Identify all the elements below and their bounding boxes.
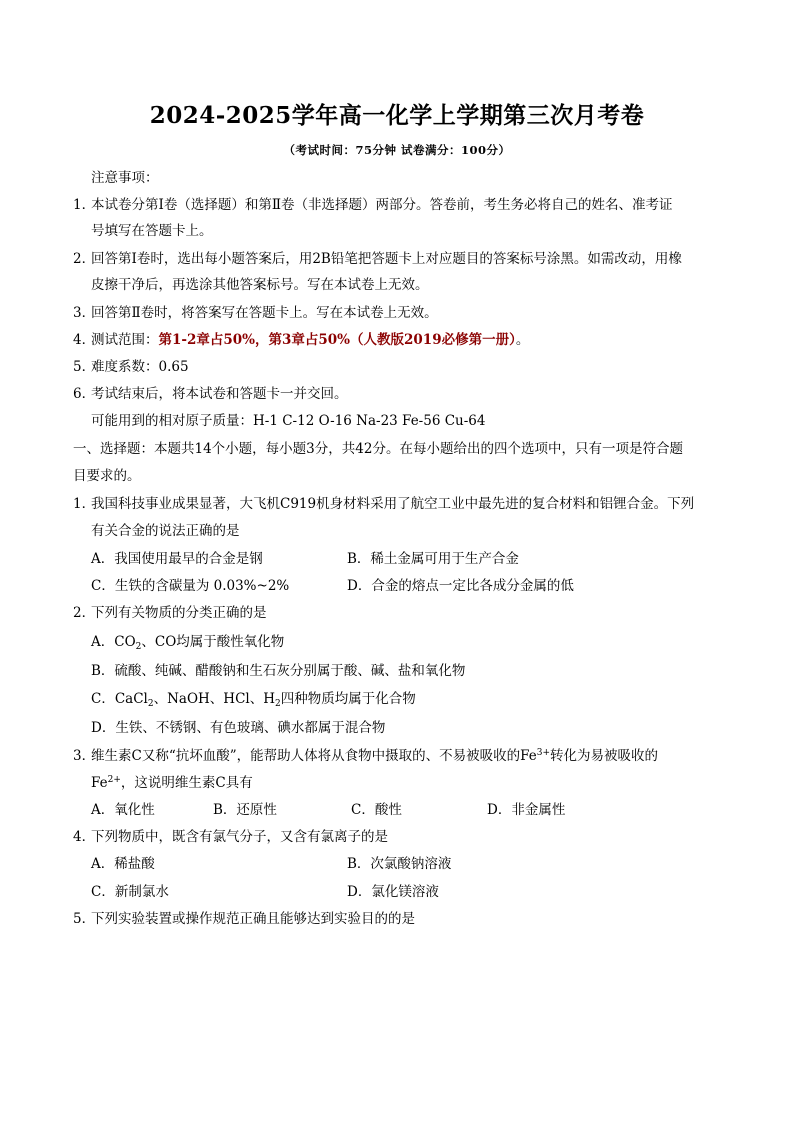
q2-c-text: 四种物质均属于化合物 <box>280 691 416 707</box>
q3-stem-line2 <box>91 773 253 793</box>
q2-a-formula-2: CO <box>154 634 177 650</box>
q3-fe2-charge: 2+ <box>107 775 121 785</box>
q2-option-d: D．生铁、不锈钢、有色玻璃、碘水都属于混合物 <box>91 720 386 736</box>
section-1-line2: 目要求的。 <box>73 468 141 484</box>
test-scope-highlight: 第1-2章占50%，第3章占50%（人教版2019必修第一册） <box>158 332 516 348</box>
q1-stem-line1: 我国科技事业成果显著，大飞机C919机身材料采用了航空工业中最先进的复合材料和铝锂合金。下列 <box>91 496 695 512</box>
notice-5-line1: 难度系数：0.65 <box>91 359 189 375</box>
q1-option-a: A．我国使用最早的合金是钢 <box>91 551 263 567</box>
q2-option-c <box>91 689 416 709</box>
notice-heading: 注意事项： <box>91 170 159 186</box>
notice-1-number: 1． <box>73 197 96 213</box>
q2-a-formula-1: CO <box>114 634 136 650</box>
q2-option-b: B．硫酸、纯碱、醋酸钠和生石灰分别属于酸、碱、盐和氧化物 <box>91 663 466 679</box>
notice-4-suffix: 。 <box>515 332 530 348</box>
exam-title: 2024-2025学年高一化学上学期第三次月考卷 <box>149 102 645 129</box>
q2-a-separator: 、 <box>141 634 155 650</box>
q3-option-c: C．酸性 <box>351 802 402 818</box>
q3-option-a: A．氧化性 <box>91 802 155 818</box>
notice-2-number: 2． <box>73 251 96 267</box>
notice-2-line2: 皮擦干净后，再选涂其他答案标号。写在本试卷上无效。 <box>91 277 429 293</box>
q1-option-b: B．稀土金属可用于生产合金 <box>347 551 519 567</box>
q4-option-c: C．新制氯水 <box>91 884 169 900</box>
notice-4-number: 4． <box>73 332 96 348</box>
q3-fe3-charge: 3+ <box>536 748 551 758</box>
section-1-text: 本题共14个小题，每小题3分，共42分。在每小题给出的四个选项中，只有一项是符合题 <box>154 441 683 457</box>
q2-c-subscript-1: 2 <box>147 699 154 709</box>
q2-number: 2． <box>73 605 96 621</box>
q5-number: 5． <box>73 911 96 927</box>
q1-number: 1． <box>73 496 96 512</box>
notice-4-prefix: 测试范围： <box>91 332 159 348</box>
notice-4-line <box>91 330 529 350</box>
q2-c-formula-1: CaCl <box>114 691 148 707</box>
q4-option-b: B．次氯酸钠溶液 <box>347 856 452 872</box>
q2-c-mid: 、NaOH、HCl、H <box>153 691 276 707</box>
q3-number: 3． <box>73 748 96 764</box>
q3-line2-text-b: ，这说明维生素C具有 <box>120 775 253 791</box>
notice-6-number: 6． <box>73 386 96 402</box>
notice-3-line1: 回答第Ⅱ卷时，将答案写在答题卡上。写在本试卷上无效。 <box>91 305 438 321</box>
q3-line1-text-a: 维生素C又称“抗坏血酸”，能帮助人体将从食物中摄取的、不易被吸收的Fe <box>91 748 537 764</box>
notice-1-line2: 号填写在答题卡上。 <box>91 223 213 239</box>
q3-line2-text-a: Fe <box>91 775 108 791</box>
q2-a-subscript: 2 <box>135 642 142 652</box>
q4-option-a: A．稀盐酸 <box>91 856 155 872</box>
q2-a-text: 均属于酸性氧化物 <box>176 634 285 650</box>
q2-a-label: A． <box>91 634 115 650</box>
q2-stem: 下列有关物质的分类正确的是 <box>91 605 267 621</box>
section-1-line1 <box>73 439 683 459</box>
notice-6-line1: 考试结束后，将本试卷和答题卡一并交回。 <box>91 386 348 402</box>
atomic-masses: 可能用到的相对原子质量：H-1 C-12 O-16 Na-23 Fe-56 Cu-64 <box>91 413 486 429</box>
exam-subtitle: （考试时间：75分钟 试卷满分：100分） <box>283 143 511 157</box>
q5-stem: 下列实验装置或操作规范正确且能够达到实验目的的是 <box>91 911 415 927</box>
q4-option-d: D．氯化镁溶液 <box>347 884 439 900</box>
q1-option-d: D．合金的熔点一定比各成分金属的低 <box>347 578 574 594</box>
section-1-lead: 一、选择题： <box>73 441 154 457</box>
notice-2-line1: 回答第Ⅰ卷时，选出每小题答案后，用2B铅笔把答题卡上对应题目的答案标号涂黑。如需改动，用橡 <box>91 251 682 267</box>
q1-stem-line2: 有关合金的说法正确的是 <box>91 523 240 539</box>
notice-3-number: 3． <box>73 305 96 321</box>
q2-c-label: C． <box>91 691 115 707</box>
q4-number: 4． <box>73 829 96 845</box>
q3-stem-line1 <box>91 746 658 766</box>
notice-1-line1: 本试卷分第Ⅰ卷（选择题）和第Ⅱ卷（非选择题）两部分。答卷前，考生务必将自己的姓名、准考证 <box>91 197 673 213</box>
q3-option-d: D．非金属性 <box>487 802 566 818</box>
notice-5-number: 5． <box>73 359 96 375</box>
q1-option-c: C．生铁的含碳量为 0.03%~2% <box>91 578 290 594</box>
q3-line1-text-b: 转化为易被吸收的 <box>550 748 659 764</box>
q2-c-subscript-2: 2 <box>275 699 281 709</box>
q4-stem: 下列物质中，既含有氯气分子，又含有氯离子的是 <box>91 829 388 845</box>
q2-option-a <box>91 632 284 652</box>
q3-option-b: B．还原性 <box>213 802 277 818</box>
